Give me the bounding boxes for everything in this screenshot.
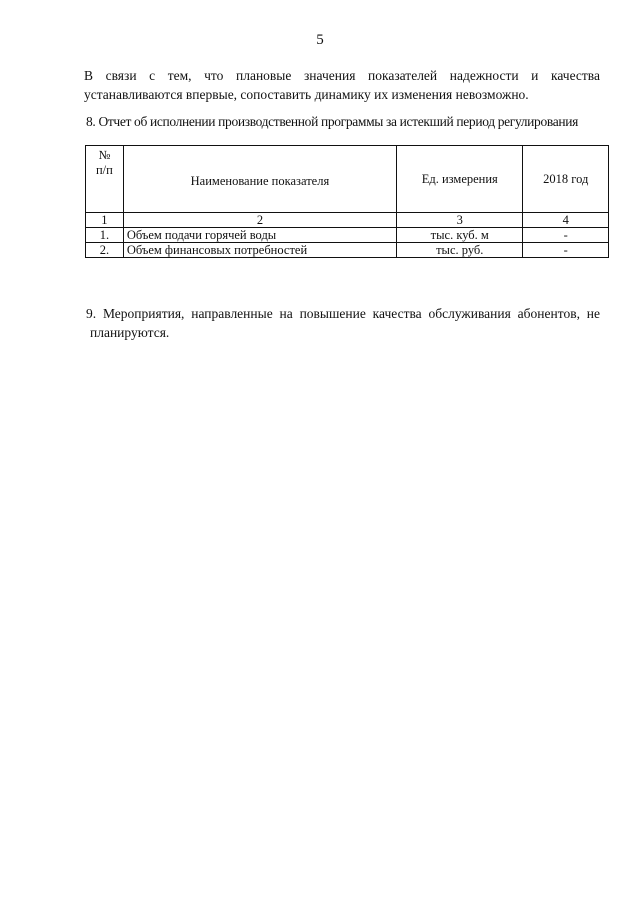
table-index-row — [86, 213, 609, 228]
header-number-symbol: № — [98, 148, 111, 162]
section-heading-production-report: 8. Отчет об исполнении производственной программы за истекший период регулирования — [86, 114, 578, 129]
row-number-cell: 1. — [86, 228, 124, 243]
paragraph-line: 9. Мероприятия, направленные на повышение качества обслуживания абонентов, не — [86, 306, 600, 321]
index-cell: 4 — [523, 213, 609, 228]
header-cell-number — [86, 146, 124, 213]
paragraph-line: В связи с тем, что плановые значения показателей надежности и качества — [84, 68, 600, 83]
production-report-table — [85, 145, 609, 258]
row-value-cell: - — [523, 243, 609, 258]
table-row — [86, 228, 609, 243]
header-cell-unit: Ед. измерения — [397, 146, 523, 213]
paragraph-service-measures — [86, 304, 600, 342]
header-number-abbr: п/п — [95, 163, 113, 177]
row-name-cell: Объем финансовых потребностей — [123, 243, 396, 258]
page-number: 5 — [316, 32, 324, 48]
row-unit-cell: тыс. куб. м — [397, 228, 523, 243]
paragraph-line: устанавливаются впервые, сопоставить динамику их изменения невозможно. — [84, 87, 529, 102]
index-cell: 3 — [397, 213, 523, 228]
row-name-cell: Объем подачи горячей воды — [123, 228, 396, 243]
table-header-row — [86, 146, 609, 213]
table-row — [86, 243, 609, 258]
paragraph-reliability-note — [84, 66, 600, 104]
index-cell: 2 — [123, 213, 396, 228]
header-cell-name: Наименование показателя — [123, 146, 396, 213]
index-cell: 1 — [86, 213, 124, 228]
paragraph-line: планируются. — [90, 325, 170, 340]
row-value-cell: - — [523, 228, 609, 243]
row-number-cell: 2. — [86, 243, 124, 258]
row-unit-cell: тыс. руб. — [397, 243, 523, 258]
header-cell-year: 2018 год — [523, 146, 609, 213]
